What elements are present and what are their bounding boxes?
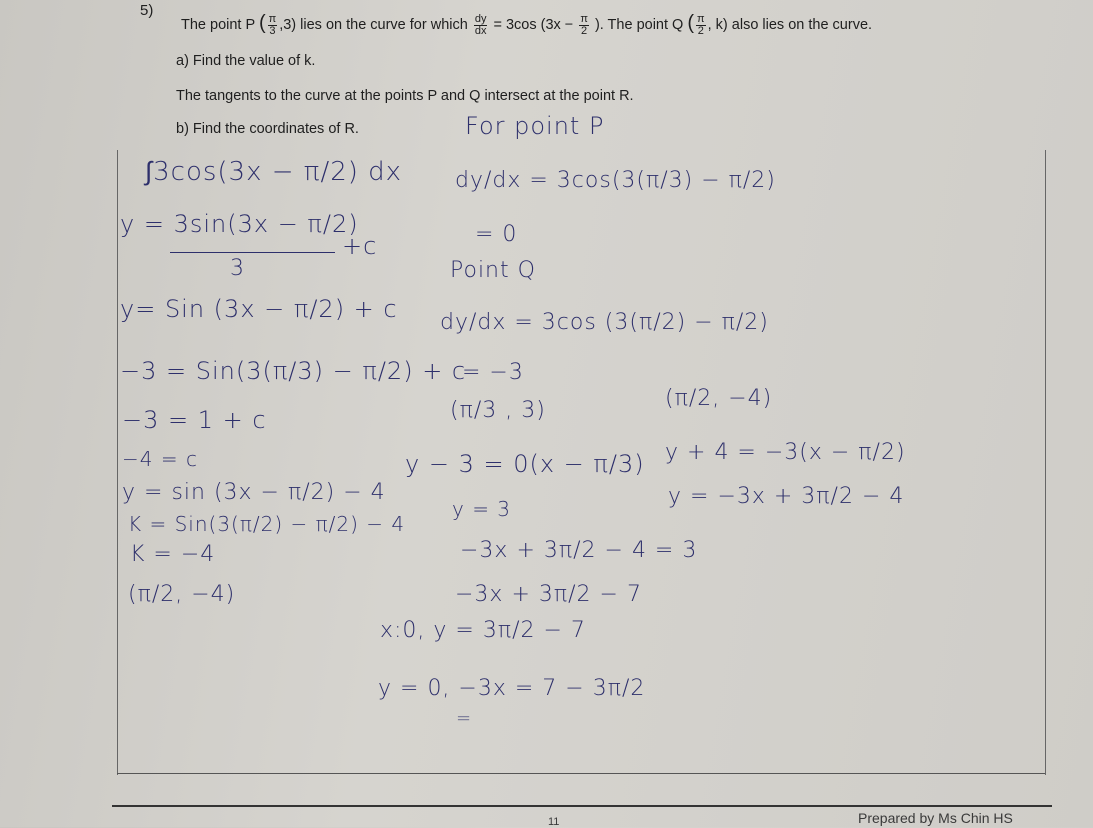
hw-q-coords-right: (π/2, −4)	[665, 386, 773, 411]
answer-box-right-edge	[1045, 150, 1046, 775]
point-q-close: , k)	[707, 17, 728, 33]
hw-equals: =	[456, 708, 473, 729]
part-b: b) Find the coordinates of R.	[176, 121, 359, 137]
hw-grad-p-value: = 0	[475, 222, 518, 247]
question-number: 5)	[140, 2, 154, 19]
hw-grad-q-value: = −3	[462, 360, 524, 385]
hw-integrated: y = 3sin(3x − π/2)	[120, 210, 359, 238]
stem-text-4: ). The point Q	[594, 17, 684, 33]
hw-simplified: y= Sin (3x − π/2) + c	[120, 295, 398, 323]
q-x-fraction: $\frac{\pi}{2}$	[697, 12, 705, 37]
hw-tangent-p-simplified: y = 3	[452, 497, 512, 521]
p-x-fraction: $\frac{\pi}{3}$	[268, 12, 277, 37]
hw-plus-c: +c	[342, 232, 378, 260]
hw-point-q: Point Q	[450, 258, 536, 283]
footer-rule	[112, 805, 1052, 807]
hw-grad-p: dy/dx = 3cos(3(π/3) − π/2)	[455, 168, 776, 193]
hw-intersect-eq: −3x + 3π/2 − 4 = 3	[460, 538, 698, 563]
hw-c-value: −4 = c	[122, 447, 198, 471]
hw-k-value: K = −4	[130, 542, 216, 567]
point-q-open: (	[687, 12, 695, 34]
answer-box-left-edge	[117, 150, 118, 775]
hw-y-zero: y = 0, −3x = 7 − 3π/2	[378, 676, 646, 701]
prepared-by: Prepared by Ms Chin HS	[858, 810, 1013, 826]
question-stem	[181, 12, 872, 37]
hw-tangent-q-simplified: y = −3x + 3π/2 − 4	[668, 484, 905, 509]
page-number: 11	[548, 816, 560, 828]
hw-fraction-bar	[170, 252, 335, 253]
hw-integral: ∫3cos(3x − π/2) dx	[145, 157, 403, 187]
pi-over-2-fraction: $\frac{\pi}{2}$	[580, 12, 588, 37]
hw-c-step: −3 = 1 + c	[122, 406, 267, 434]
stem-text-1: The point P	[181, 17, 255, 33]
point-p-open: (	[258, 12, 266, 34]
stem-text-3: = 3cos (3x −	[493, 17, 574, 33]
dy-dx-fraction: $\frac{dy}{dx}$	[474, 12, 487, 37]
stem-text-2: lies on the curve for which	[300, 17, 468, 33]
point-p-close: ,3)	[279, 17, 297, 33]
tangent-statement: The tangents to the curve at the points P and Q intersect at the point R.	[176, 88, 634, 104]
hw-intersect-step: −3x + 3π/2 − 7	[455, 582, 642, 607]
answer-box-bottom-edge	[117, 773, 1045, 774]
hw-denominator-3: 3	[230, 256, 245, 281]
stem-text-5: also lies on the curve.	[731, 17, 873, 33]
hw-q-coords: (π/2, −4)	[128, 582, 236, 607]
part-a: a) Find the value of k.	[176, 53, 316, 69]
hw-grad-q: dy/dx = 3cos (3(π/2) − π/2)	[440, 310, 769, 335]
hw-tangent-q: y + 4 = −3(x − π/2)	[665, 440, 906, 465]
hw-p-coords: (π/3 , 3)	[450, 398, 546, 423]
hw-curve-eq: y = sin (3x − π/2) − 4	[122, 480, 386, 505]
hw-tangent-p: y − 3 = 0(x − π/3)	[405, 450, 645, 478]
hw-k-sub: K = Sin(3(π/2) − π/2) − 4	[128, 512, 406, 536]
hw-x-zero: x:0, y = 3π/2 − 7	[380, 618, 586, 643]
hw-sub-p: −3 = Sin(3(π/3) − π/2) + c	[120, 357, 467, 385]
hw-for-point-p: For point P	[465, 112, 605, 140]
